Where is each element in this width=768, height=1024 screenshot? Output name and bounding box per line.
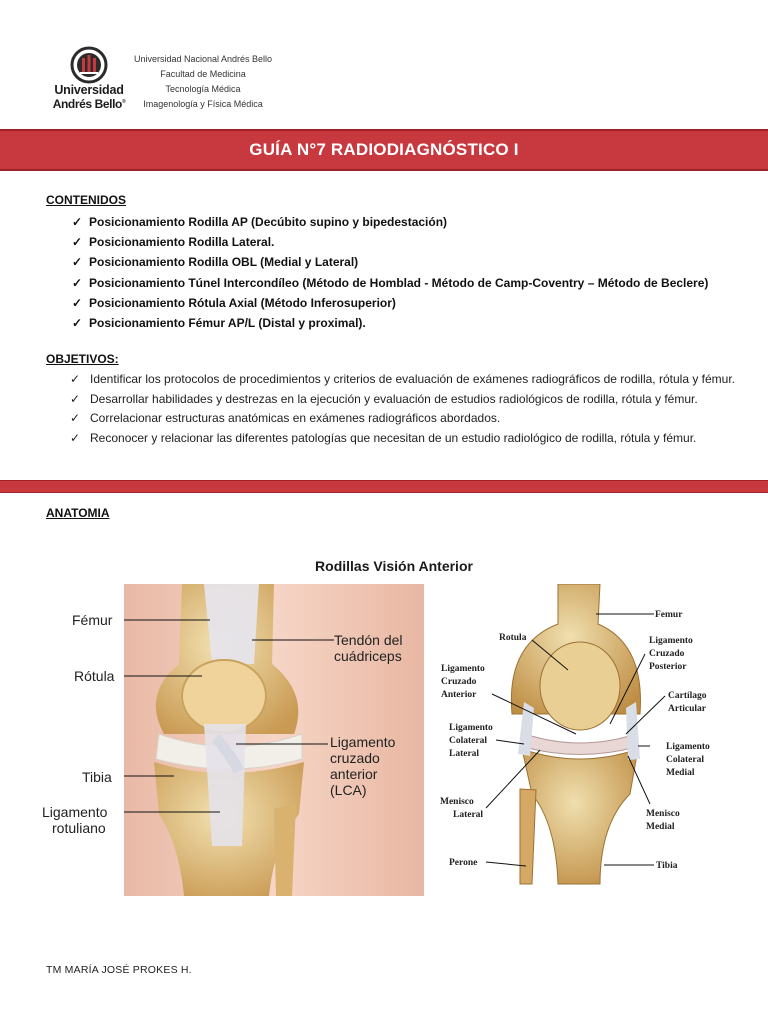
author-footer: TM MARÍA JOSÉ PROKES H. (46, 964, 192, 976)
check-icon: ✓ (70, 430, 81, 445)
menisco-lateral-label: Menisco Lateral (440, 797, 484, 820)
list-item (72, 293, 742, 313)
contents-list (72, 212, 742, 333)
list-item-text: Desarrollar habilidades y destrezas en la ejecución y evaluación de estudios radiológicos de rodilla, rótula y fémur. (90, 391, 698, 406)
tibia-label-right: Tibia (656, 861, 678, 871)
institution-block (118, 52, 288, 112)
lig-rot-label: Ligamento rotuliano (42, 804, 108, 836)
list-item-text: Posicionamiento Rodilla Lateral. (89, 235, 275, 250)
list-item (72, 212, 742, 232)
cartilage-label: Cartílago Articular (668, 691, 707, 714)
lca-label-left: Ligamento cruzado anterior (LCA) (330, 734, 396, 798)
list-item (70, 429, 742, 449)
list-item (72, 313, 742, 333)
check-icon: ✓ (72, 295, 83, 310)
perone-label: Perone (449, 858, 478, 868)
list-item (70, 370, 742, 390)
femur-label-right: Femur (655, 610, 683, 620)
logo-line1: Universidad (54, 83, 124, 97)
anatomy-heading: ANATOMIA (46, 506, 110, 520)
tibia-label-left: Tibia (82, 769, 112, 785)
list-item (72, 232, 742, 252)
check-icon: ✓ (72, 255, 83, 270)
university-logo (52, 46, 126, 114)
institution-line: Tecnología Médica (165, 84, 241, 94)
list-item-text: Posicionamiento Rodilla AP (Decúbito supino y bipedestación) (89, 215, 448, 229)
check-icon: ✓ (72, 235, 83, 250)
check-icon: ✓ (70, 372, 81, 386)
crest-icon (69, 46, 109, 84)
check-icon: ✓ (72, 316, 83, 331)
check-icon: ✓ (70, 411, 81, 426)
logo-line2: Andrés Bello® (52, 97, 126, 111)
list-item-text: Correlacionar estructuras anatómicas en exámenes radiográficos abordados. (90, 411, 501, 426)
list-item (70, 409, 742, 429)
check-icon: ✓ (70, 391, 81, 406)
rotula-label-right: Rotula (499, 633, 527, 643)
contents-heading: CONTENIDOS (46, 193, 127, 207)
rotula-label-left: Rótula (74, 668, 115, 684)
institution-line: Facultad de Medicina (160, 69, 246, 79)
institution-line: Universidad Nacional Andrés Bello (133, 54, 273, 64)
section-divider (0, 480, 768, 493)
list-item-text: Identificar los protocolos de procedimientos y criterios de evaluación de exámenes radiográficos de rodilla, rótula y fémur. (90, 372, 735, 386)
title-banner (0, 129, 768, 171)
list-item-text: Reconocer y relacionar las diferentes patologías que necesitan de un estudio radiológico de rodilla, rótula y fémur. (90, 430, 697, 445)
lcl-label: Ligamento Colateral Lateral (449, 723, 493, 759)
lca-label-right: Ligamento Cruzado Anterior (441, 664, 485, 700)
lcp-label: Ligamento Cruzado Posterior (649, 636, 693, 672)
knee-illustration-left (124, 584, 424, 896)
list-item-text: Posicionamiento Rótula Axial (Método Inferosuperior) (89, 295, 396, 310)
list-item-text: Posicionamiento Rodilla OBL (Medial y Lateral) (89, 255, 359, 270)
objectives-list (70, 370, 742, 448)
objectives-heading: OBJETIVOS: (46, 352, 119, 366)
list-item-text: Posicionamiento Túnel Intercondíleo (Método de Homblad - Método de Camp-Coventry – Método de Beclere) (89, 275, 709, 290)
lcm-label: Ligamento Colateral Medial (666, 742, 710, 778)
femur-label-left: Fémur (72, 612, 113, 628)
figure-title: Rodillas Visión Anterior (315, 558, 473, 574)
menisco-medial-label: Menisco Medial (646, 809, 680, 832)
list-item (70, 390, 742, 410)
list-item-text: Posicionamiento Fémur AP/L (Distal y proximal). (89, 316, 366, 331)
list-item (72, 273, 742, 293)
institution-line: Imagenología y Física Médica (143, 99, 263, 109)
tendon-label: Tendón del cuádriceps (334, 632, 403, 664)
page-title: GUÍA N°7 RADIODIAGNÓSTICO I (249, 140, 519, 159)
check-icon: ✓ (72, 275, 83, 290)
list-item (72, 252, 742, 272)
check-icon: ✓ (72, 215, 83, 229)
